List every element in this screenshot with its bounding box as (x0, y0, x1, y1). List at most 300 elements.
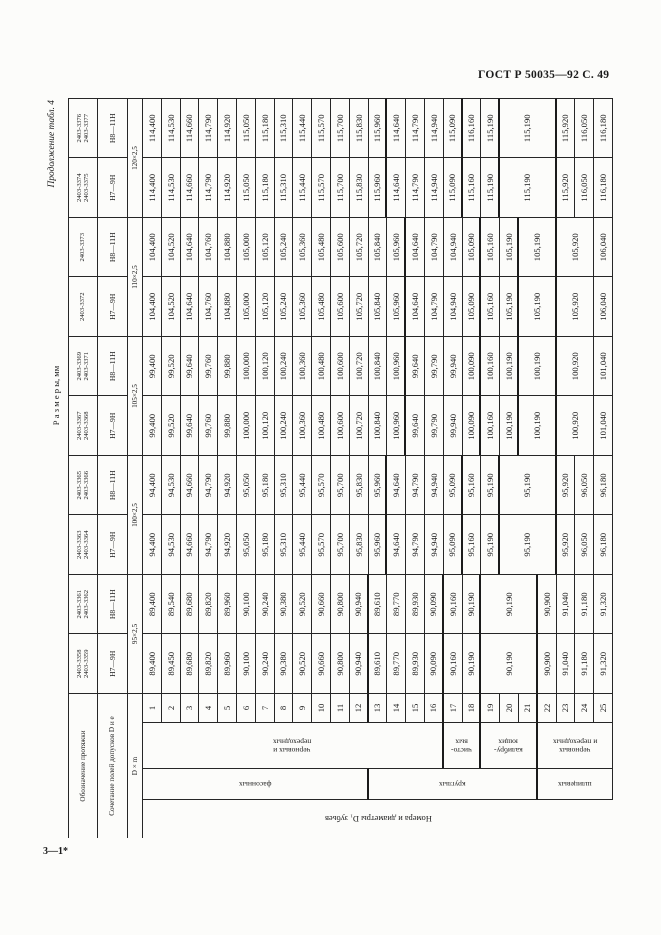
value-cell (406, 455, 425, 515)
value-cell-text: 95,190 (484, 473, 495, 498)
subgroup-label-text: черновых и переходных (552, 737, 598, 755)
value-cell (594, 277, 613, 337)
value-cell (500, 217, 519, 277)
value-cell (557, 277, 595, 337)
value-cell (143, 515, 162, 575)
value-cell-text: 89,540 (165, 592, 176, 617)
row-number-text: 16 (428, 703, 439, 713)
value-cell (444, 98, 463, 158)
value-cell (369, 98, 388, 158)
value-cell (575, 574, 594, 634)
value-cell (387, 574, 406, 634)
value-cell-text: 89,400 (146, 592, 157, 617)
value-cell (500, 396, 519, 456)
dxm-value-text: 95×2,5 (131, 623, 139, 645)
value-cell-text: 115,310 (278, 173, 289, 202)
tolerance-cell-text: Н8—11Н (108, 589, 117, 620)
value-cell (143, 98, 162, 158)
value-cell-text: 115,920 (560, 114, 571, 143)
value-cell-text: 90,160 (447, 592, 458, 617)
tolerance-cell (98, 396, 128, 456)
row-number-text: 20 (504, 703, 515, 713)
value-cell-text: 105,920 (569, 292, 580, 321)
value-cell-text: 90,380 (278, 592, 289, 617)
value-cell (237, 574, 256, 634)
value-cell (218, 217, 237, 277)
value-cell-text: 91,040 (560, 651, 571, 676)
value-cell-text: 105,840 (372, 292, 383, 321)
value-cell-text: 100,600 (334, 411, 345, 440)
value-cell (594, 158, 613, 218)
value-cell-text: 115,190 (522, 173, 533, 202)
value-cell (293, 98, 312, 158)
group-label (143, 768, 369, 800)
value-cell-text: 104,940 (447, 292, 458, 321)
value-cell (293, 396, 312, 456)
row-number (406, 693, 425, 722)
row-number (143, 693, 162, 722)
value-cell-text: 114,400 (146, 173, 157, 202)
value-cell (181, 396, 200, 456)
row-number (331, 693, 350, 722)
value-cell-text: 100,840 (372, 411, 383, 440)
value-cell (256, 158, 275, 218)
value-cell (425, 396, 444, 456)
designation-cell (68, 515, 98, 575)
dxm-value-text: 105×2,5 (131, 384, 139, 408)
subgroup-label-text: чисто- вых (451, 737, 472, 755)
row-number (312, 693, 331, 722)
value-cell (237, 217, 256, 277)
subgroup-label (481, 722, 537, 768)
value-cell-text: 89,450 (165, 651, 176, 676)
value-cell-text: 94,940 (428, 532, 439, 557)
value-cell-text: 99,880 (222, 413, 233, 438)
value-cell (312, 336, 331, 396)
value-cell (369, 217, 388, 277)
row-number (500, 693, 519, 722)
value-cell-text: 115,090 (447, 114, 458, 143)
value-cell-text: 115,960 (371, 173, 382, 202)
value-cell-text: 90,190 (465, 592, 476, 617)
value-cell (444, 277, 463, 337)
designation-header (68, 693, 98, 838)
value-cell (425, 515, 444, 575)
value-cell (444, 634, 463, 694)
value-cell-text: 90,900 (541, 651, 552, 676)
value-cell-text: 100,720 (353, 352, 364, 381)
value-cell-text: 90,190 (503, 592, 514, 617)
value-cell-text: 95,190 (522, 532, 533, 557)
value-cell-text: 99,640 (410, 413, 421, 438)
value-cell-text: 105,120 (259, 233, 270, 262)
value-cell-text: 95,960 (371, 532, 382, 557)
value-cell (331, 158, 350, 218)
designation-code: 2403-3367 (75, 411, 83, 441)
subgroup-label (143, 722, 444, 768)
value-cell-text: 94,940 (428, 473, 439, 498)
value-cell (312, 634, 331, 694)
value-cell-text: 94,640 (391, 473, 402, 498)
value-cell-text: 94,530 (165, 473, 176, 498)
subgroup-label-text: черновых и переходных (273, 737, 312, 755)
designation-cell (68, 574, 98, 634)
value-cell-text: 106,040 (598, 292, 609, 321)
value-cell (500, 98, 556, 158)
designation-code: 2403-3359 (83, 649, 90, 679)
value-cell (463, 455, 482, 515)
value-cell-text: 99,790 (428, 354, 439, 379)
value-cell-text: 99,760 (203, 354, 214, 379)
value-cell-text: 114,920 (222, 114, 233, 143)
value-cell-text: 90,380 (278, 651, 289, 676)
row-number (557, 693, 576, 722)
value-cell (218, 98, 237, 158)
value-cell-text: 114,400 (146, 114, 157, 143)
group-label (538, 768, 613, 800)
value-cell (218, 336, 237, 396)
value-cell-text: 104,790 (428, 292, 439, 321)
running-head: ГОСТ Р 50035—92 С. 49 (478, 69, 610, 81)
value-cell-text: 89,680 (184, 651, 195, 676)
value-cell (557, 574, 576, 634)
row-number (463, 693, 482, 722)
value-cell (143, 158, 162, 218)
value-cell-text: 105,190 (503, 292, 514, 321)
value-cell (199, 396, 218, 456)
value-cell-text: 89,930 (410, 651, 421, 676)
row-number-text: 13 (372, 703, 383, 713)
value-cell (181, 455, 200, 515)
value-cell-text: 100,160 (485, 352, 496, 381)
value-cell (275, 634, 294, 694)
value-cell-text: 100,360 (297, 411, 308, 440)
tolerance-cell (98, 515, 128, 575)
value-cell-text: 90,090 (428, 592, 439, 617)
row-axis-label-text: Номера и диаметры D₁ зубьев (324, 814, 432, 824)
value-cell-text: 115,090 (447, 173, 458, 202)
value-cell-text: 99,790 (428, 413, 439, 438)
designation-cell (68, 336, 98, 396)
value-cell-text: 105,000 (240, 292, 251, 321)
value-cell (557, 158, 576, 218)
value-cell (557, 98, 576, 158)
value-cell (519, 277, 557, 337)
value-cell-text: 100,360 (297, 352, 308, 381)
value-cell (275, 336, 294, 396)
row-axis-label (143, 800, 613, 838)
value-cell-text: 99,940 (447, 354, 458, 379)
value-cell (293, 277, 312, 337)
designation-code: 2403-3365 (75, 470, 83, 500)
value-cell (575, 158, 594, 218)
value-cell-text: 105,360 (297, 292, 308, 321)
value-cell (350, 634, 369, 694)
value-cell-text: 100,840 (372, 352, 383, 381)
value-cell (406, 98, 425, 158)
designation-code: 2403-3363 (75, 530, 83, 560)
designation-header-text: Обозначение протяжки (78, 730, 87, 802)
value-cell (369, 396, 388, 456)
value-cell (481, 217, 500, 277)
value-cell-text: 115,440 (297, 114, 308, 143)
value-cell-text: 94,660 (184, 473, 195, 498)
group-label (369, 768, 538, 800)
value-cell-text: 95,180 (259, 473, 270, 498)
value-cell (481, 336, 500, 396)
value-cell (312, 98, 331, 158)
value-cell (275, 455, 294, 515)
value-cell-text: 90,100 (240, 651, 251, 676)
value-cell (557, 396, 595, 456)
designation-cell (68, 158, 98, 218)
value-cell-text: 104,520 (165, 233, 176, 262)
value-cell-text: 104,760 (203, 292, 214, 321)
value-cell-text: 94,920 (222, 532, 233, 557)
designation-code: 2403-3368 (83, 411, 90, 441)
value-cell (500, 455, 556, 515)
value-cell (275, 158, 294, 218)
value-cell-text: 114,940 (428, 173, 439, 202)
value-cell (199, 217, 218, 277)
value-cell (312, 217, 331, 277)
value-cell-text: 105,190 (503, 233, 514, 262)
value-cell-text: 95,830 (353, 473, 364, 498)
value-cell (275, 515, 294, 575)
value-cell (237, 634, 256, 694)
value-cell-text: 115,440 (297, 173, 308, 202)
value-cell (256, 396, 275, 456)
value-cell (500, 158, 556, 218)
value-cell (162, 574, 181, 634)
value-cell-text: 95,700 (334, 532, 345, 557)
value-cell-text: 94,530 (165, 532, 176, 557)
row-number-text: 5 (222, 705, 233, 711)
value-cell-text: 105,240 (278, 233, 289, 262)
tolerance-header-text: Сочетание полей допусков D и e (108, 716, 117, 816)
row-number-text: 2 (165, 705, 176, 711)
value-cell (256, 515, 275, 575)
tolerance-cell (98, 336, 128, 396)
value-cell-text: 115,700 (334, 114, 345, 143)
row-number (218, 693, 237, 722)
value-cell-text: 104,640 (410, 233, 421, 262)
value-cell-text: 105,720 (353, 233, 364, 262)
value-cell-text: 94,400 (146, 473, 157, 498)
value-cell-text: 115,920 (560, 173, 571, 202)
value-cell-text: 116,050 (579, 173, 590, 202)
value-cell (293, 217, 312, 277)
value-cell (406, 336, 425, 396)
value-cell (331, 336, 350, 396)
value-cell (463, 396, 482, 456)
value-cell (369, 277, 388, 337)
designation-cell (68, 634, 98, 694)
value-cell-text: 105,160 (485, 292, 496, 321)
value-cell-text: 100,190 (503, 352, 514, 381)
value-cell (481, 98, 500, 158)
designation-code: 2403-3372 (79, 292, 87, 322)
value-cell (199, 98, 218, 158)
value-cell (181, 98, 200, 158)
tolerance-cell-text: Н7—9Н (108, 174, 117, 201)
page-mark: 3—1* (43, 846, 68, 857)
value-cell (312, 277, 331, 337)
value-cell-text: 91,040 (560, 592, 571, 617)
value-cell (181, 277, 200, 337)
value-cell (369, 455, 388, 515)
value-cell (181, 336, 200, 396)
value-cell-text: 101,040 (598, 411, 609, 440)
value-cell-text: 89,960 (222, 651, 233, 676)
value-cell (425, 634, 444, 694)
tolerance-cell-text: Н8—11Н (108, 232, 117, 263)
value-cell-text: 106,040 (598, 233, 609, 262)
value-cell (331, 574, 350, 634)
row-number (425, 693, 444, 722)
designation-cell (68, 455, 98, 515)
value-cell (143, 396, 162, 456)
designation-code: 2403-3376 (75, 113, 83, 143)
value-cell-text: 95,830 (353, 532, 364, 557)
value-cell (199, 336, 218, 396)
value-cell-text: 89,820 (203, 592, 214, 617)
value-cell (369, 515, 388, 575)
value-cell (162, 515, 181, 575)
value-cell (463, 277, 482, 337)
value-cell-text: 114,940 (428, 114, 439, 143)
value-cell-text: 95,090 (447, 532, 458, 557)
value-cell-text: 115,190 (522, 114, 533, 143)
value-cell-text: 99,520 (165, 354, 176, 379)
value-cell-text: 105,840 (372, 233, 383, 262)
value-cell-text: 90,100 (240, 592, 251, 617)
value-cell (312, 396, 331, 456)
value-cell-text: 99,400 (146, 413, 157, 438)
row-number-text: 8 (278, 705, 289, 711)
row-number (237, 693, 256, 722)
row-number-text: 11 (334, 703, 345, 713)
designation-code: 2403-3369 (75, 351, 83, 381)
value-cell (275, 98, 294, 158)
dxm-header-text: D × m (130, 756, 139, 776)
value-cell-text: 91,320 (598, 651, 609, 676)
value-cell (425, 98, 444, 158)
value-cell-text: 95,310 (278, 532, 289, 557)
value-cell-text: 90,660 (316, 592, 327, 617)
value-cell-text: 104,760 (203, 233, 214, 262)
value-cell (143, 277, 162, 337)
value-cell (387, 98, 406, 158)
subgroup-label-text: калибру- ющих (494, 737, 523, 755)
row-number (275, 693, 294, 722)
value-cell-text: 100,240 (278, 411, 289, 440)
value-cell (237, 515, 256, 575)
row-number-text: 21 (522, 703, 533, 713)
value-cell (143, 336, 162, 396)
tolerance-cell-text: Н7—9Н (108, 531, 117, 558)
designation-code: 2403-3364 (83, 530, 90, 560)
value-cell (312, 574, 331, 634)
value-cell (406, 574, 425, 634)
value-cell-text: 100,190 (531, 411, 542, 440)
value-cell-text: 94,920 (222, 473, 233, 498)
value-cell (369, 634, 388, 694)
value-cell (350, 217, 369, 277)
row-number-text: 4 (203, 705, 214, 711)
value-cell (143, 574, 162, 634)
value-cell (594, 217, 613, 277)
value-cell-text: 115,700 (334, 173, 345, 202)
value-cell-text: 94,640 (391, 532, 402, 557)
subgroup-label (444, 722, 482, 768)
value-cell-text: 89,400 (146, 651, 157, 676)
value-cell (538, 634, 557, 694)
value-cell (463, 634, 482, 694)
value-cell (275, 574, 294, 634)
row-number-text: 10 (316, 703, 327, 713)
value-cell-text: 100,000 (240, 352, 251, 381)
row-number-text: 19 (485, 703, 496, 713)
row-number (350, 693, 369, 722)
value-cell (425, 574, 444, 634)
value-cell-text: 114,920 (222, 173, 233, 202)
dxm-value (128, 455, 143, 574)
row-number-text: 1 (146, 705, 157, 711)
value-cell-text: 115,570 (316, 173, 327, 202)
value-cell-text: 90,940 (353, 651, 364, 676)
tolerance-cell (98, 217, 128, 277)
value-cell (481, 277, 500, 337)
value-cell (293, 455, 312, 515)
value-cell (519, 217, 557, 277)
value-cell (256, 217, 275, 277)
value-cell-text: 100,190 (531, 352, 542, 381)
value-cell (293, 574, 312, 634)
value-cell (444, 336, 463, 396)
value-cell-text: 89,770 (391, 592, 402, 617)
value-cell (181, 217, 200, 277)
value-cell (557, 515, 576, 575)
value-cell (331, 396, 350, 456)
value-cell (594, 574, 613, 634)
value-cell (350, 455, 369, 515)
value-cell (575, 98, 594, 158)
row-number-text: 22 (541, 703, 552, 713)
value-cell-text: 105,480 (316, 292, 327, 321)
value-cell (293, 336, 312, 396)
value-cell-text: 105,960 (390, 292, 401, 321)
row-number-text: 9 (297, 705, 308, 711)
value-cell-text: 116,160 (466, 114, 477, 143)
value-cell-text: 100,000 (240, 411, 251, 440)
value-cell-text: 95,440 (297, 473, 308, 498)
value-cell-text: 95,700 (334, 473, 345, 498)
value-cell (199, 634, 218, 694)
value-cell (331, 455, 350, 515)
value-cell (594, 455, 613, 515)
value-cell-text: 105,480 (316, 233, 327, 262)
row-number (538, 693, 557, 722)
value-cell (500, 515, 556, 575)
value-cell (369, 158, 388, 218)
value-cell (425, 455, 444, 515)
value-cell-text: 104,880 (222, 292, 233, 321)
value-cell-text: 105,920 (569, 233, 580, 262)
value-cell (350, 277, 369, 337)
value-cell (463, 158, 482, 218)
value-cell-text: 100,920 (569, 352, 580, 381)
